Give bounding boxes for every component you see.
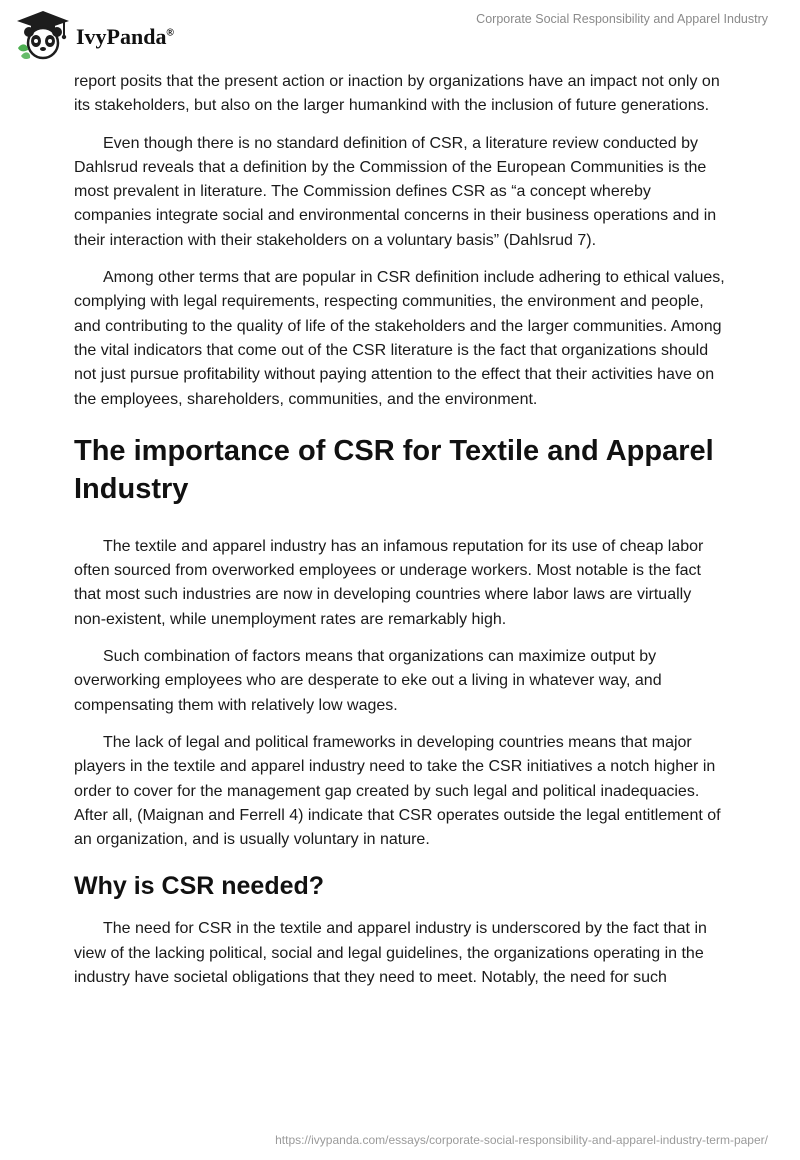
paragraph: Even though there is no standard definition of CSR, a literature review conducted by Dahlsrud reveals that a definition by the Commission of the European Communities is the most prevalent in literature. The Commission defines CSR as “a concept whereby companies integrate social and environmental concerns in their business operations and in their interaction with their stakeholders on a voluntary basis” (Dahlsrud 7). [74,134,717,249]
article-body [74,70,726,1003]
ivypanda-logo[interactable] [14,8,174,62]
source-url[interactable]: https://ivypanda.com/essays/corporate-social-responsibility-and-apparel-industry-term-paper/ [275,1133,768,1147]
paragraph: The lack of legal and political frameworks in developing countries means that major players in the textile and apparel industry need to take the CSR initiatives a notch higher in order to cover for the management gap created by such legal and political inadequacies. After all, (Maignan and Ferrell 4) indicate that CSR operates outside the legal entitlement of an organization, and is usually voluntary in nature. [74,733,721,849]
logo-text: IvyPanda® [76,24,174,49]
document-title: Corporate Social Responsibility and Apparel Industry [476,12,768,26]
section-heading-importance: The importance of CSR for Textile and Apparel Industry [74,434,714,505]
paragraph: The need for CSR in the textile and apparel industry is underscored by the fact that in view of the lacking political, social and legal guidelines, the organizations operating in the industry have societal obligations that they need to meet. Notably, the need for such [74,920,707,987]
paragraph: report posits that the present action or inaction by organizations have an impact not only on its stakeholders, but also on the larger humankind with the inclusion of future generations. [74,73,720,115]
panda-graduate-icon [14,8,72,62]
page-header [0,0,800,70]
paragraph: The textile and apparel industry has an infamous reputation for its use of cheap labor often sourced from overworked employees or underage workers. Most notable is the fact that most such industries are now in developing countries where labor laws are virtually non-existent, while unemployment rates are remarkably high. [74,537,704,628]
paragraph: Among other terms that are popular in CSR definition include adhering to ethical values, complying with legal requirements, respecting communities, the environment and people, and contributing to the quality of life of the stakeholders and the larger communities. Among the vital indicators that come out of the CSR literature is the fact that organizations should not just pursue profitability without paying attention to the effect that their activities have on the employees, shareholders, communities, and the environment. [74,269,725,408]
section-heading-why-csr: Why is CSR needed? [74,872,325,901]
paragraph: Such combination of factors means that organizations can maximize output by overworking employees who are desperate to eke out a living in whatever way, and compensating them with relatively low wages. [74,648,662,714]
